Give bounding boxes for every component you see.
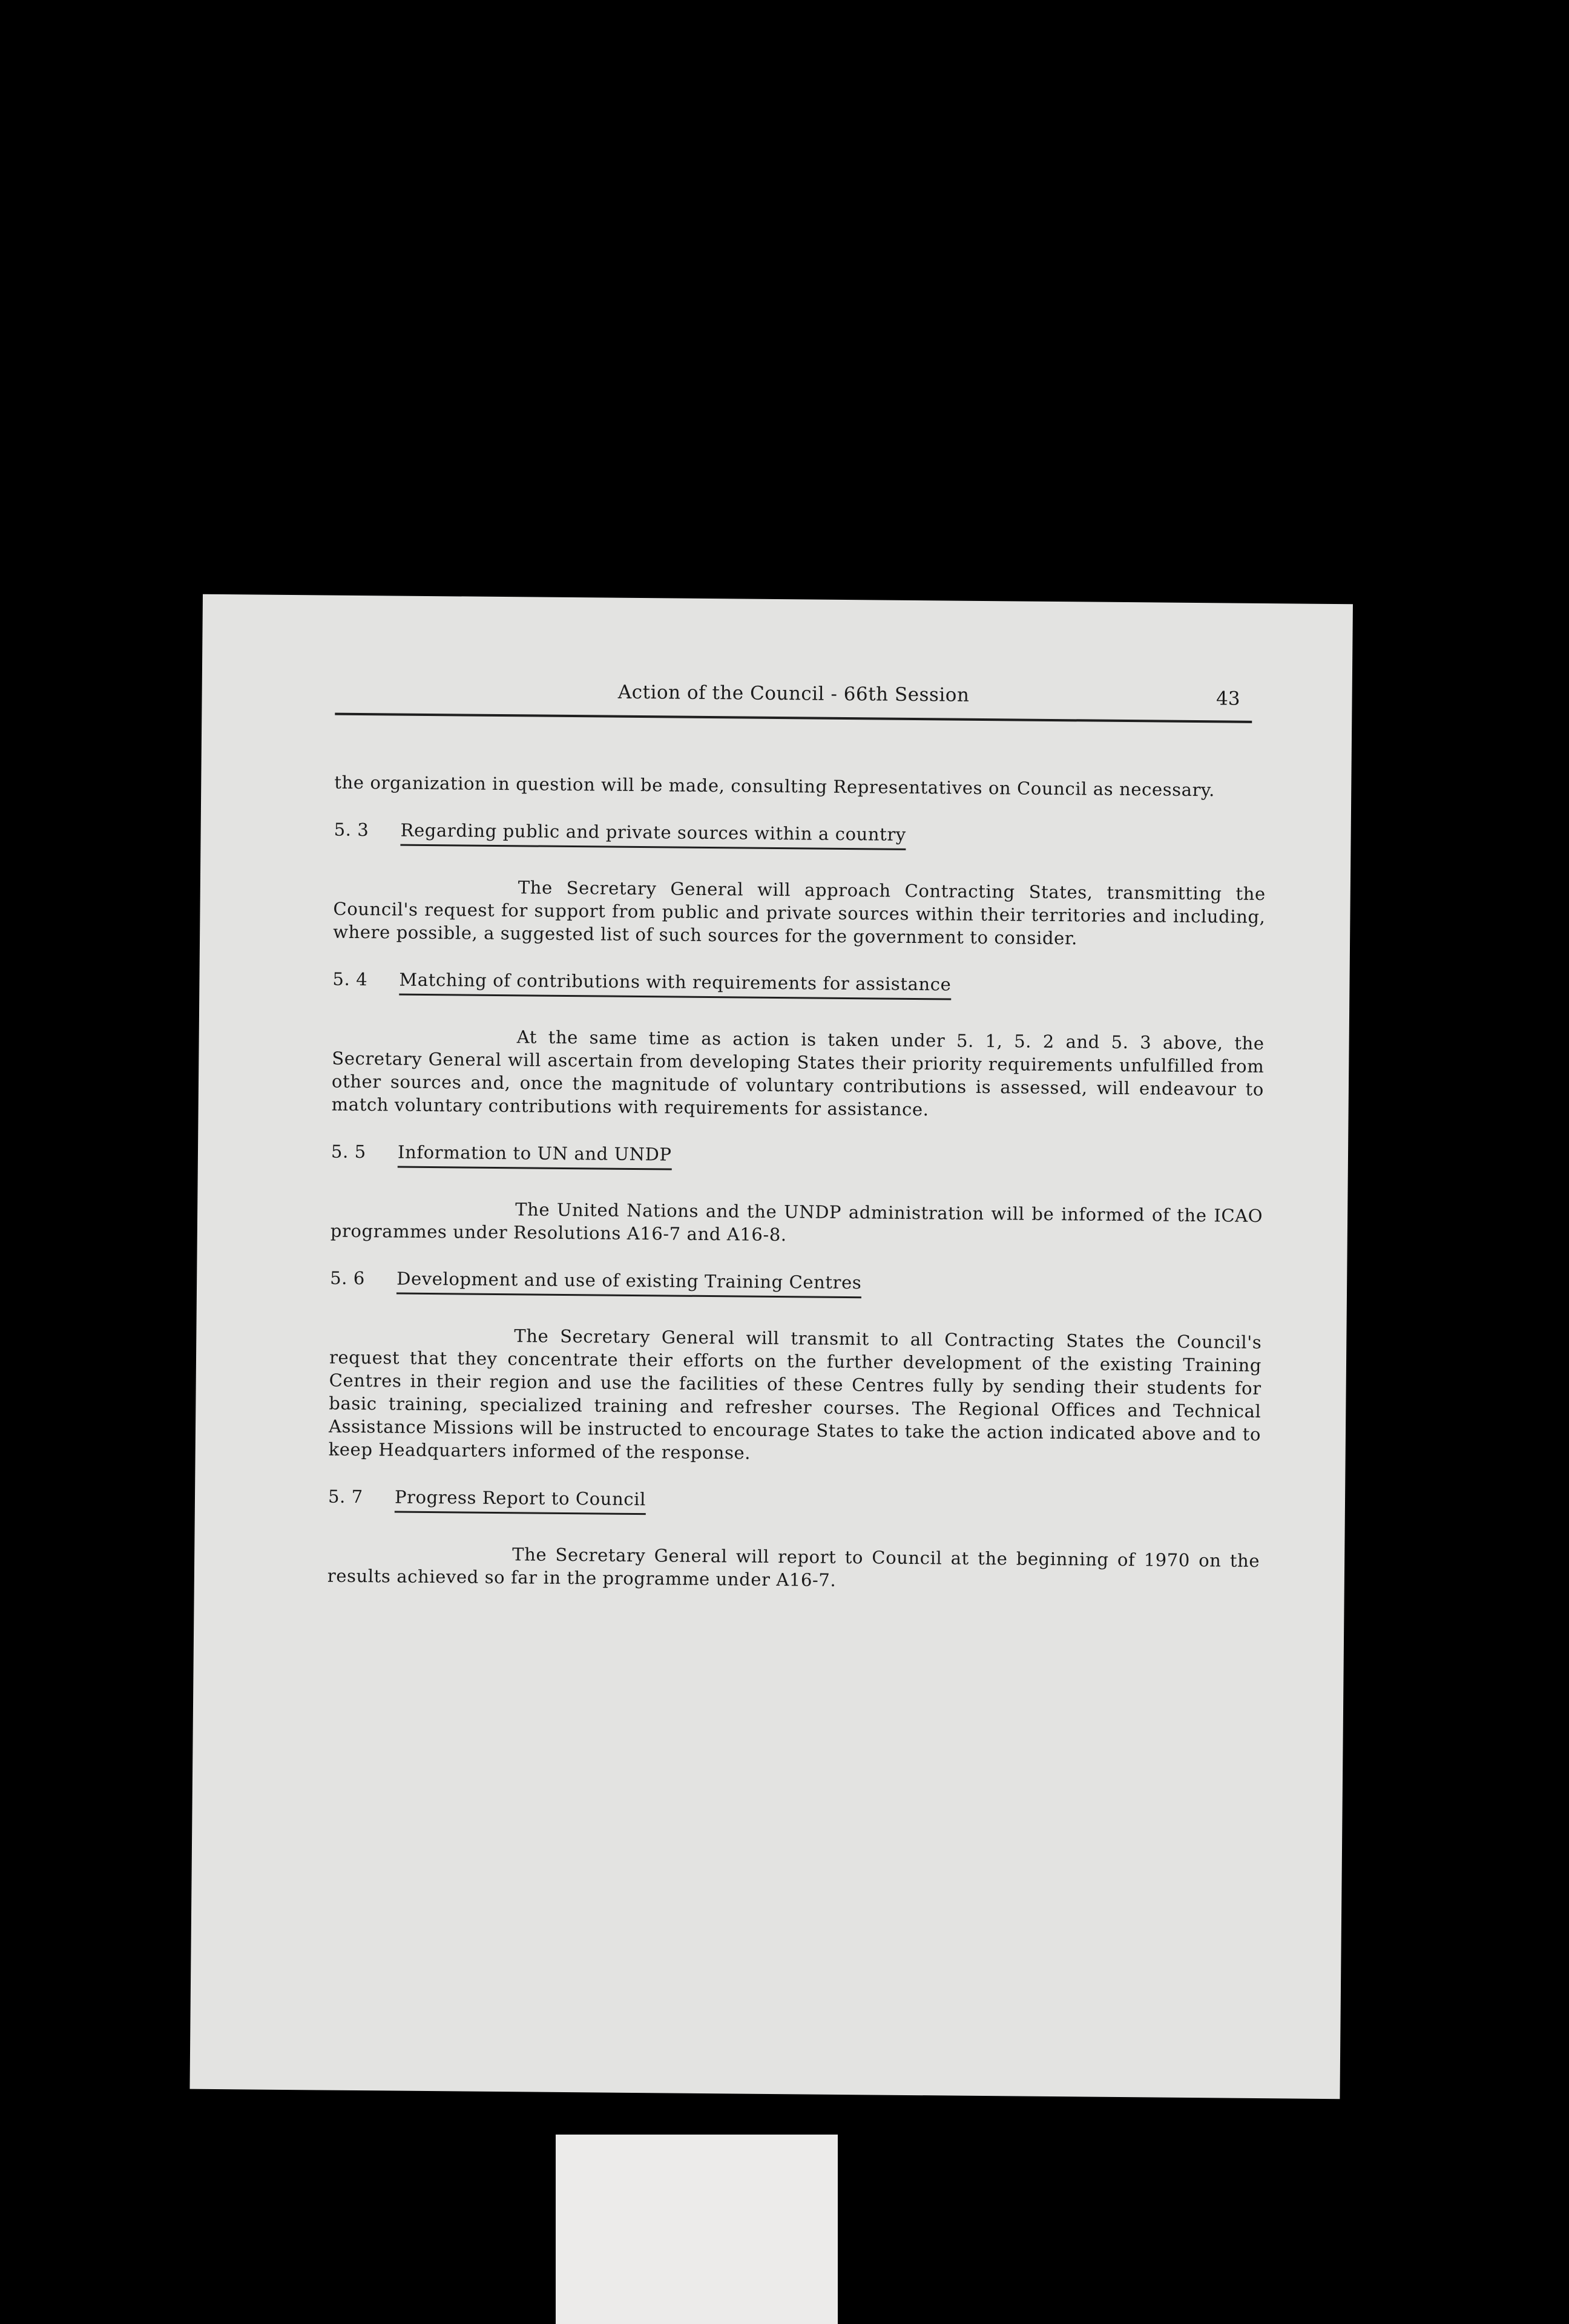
section-5-4 [332,968,1265,1124]
section-title: Progress Report to Council [395,1486,646,1515]
section-number: 5. 6 [330,1267,366,1289]
section-heading [334,818,1266,853]
section-body: At the same time as action is taken under 5. 1, 5. 2 and 5. 3 above, the Secretary General will ascertain from developing States their priority requirements unfulfilled from other sources and, once the magnitude of voluntary contributions is assessed, will endeavour to match voluntary contributions with requirements for assistance. [331,1026,1265,1120]
section-body: The Secretary General will report to Council at the beginning of 1970 on the results achieved so far in the programme under A16-7. [327,1544,1260,1590]
page-number: 43 [1215,688,1240,710]
section-title: Information to UN and UNDP [398,1141,672,1170]
section-5-3 [333,818,1266,951]
section-body: The United Nations and the UNDP administration will be informed of the ICAO programmes under Resolutions A16-7 and A16-8. [330,1199,1263,1246]
document-page [189,594,1352,2099]
section-body: The Secretary General will transmit to all Contracting States the Council's request that they concentrate their efforts on the further development of the existing Training Centres in their region and use the facilities of these Centres fully by sending their students for basic training, specialized training and refresher courses. The Regional Offices and Technical Assistance Missions will be instructed to encourage States to take the action indicated above and to keep Headquarters informed of the response. [328,1325,1262,1463]
section-number: 5. 5 [331,1141,366,1163]
section-title: Development and use of existing Training Centres [396,1267,862,1299]
document-body [327,771,1266,1620]
opening-paragraph: the organization in question will be made, consulting Representatives on Council as necessary. [334,772,1215,801]
section-number: 5. 4 [332,968,368,990]
section-5-5 [331,1140,1263,1250]
section-title: Regarding public and private sources within a country [400,819,906,850]
header-rule [335,713,1252,723]
section-number: 5. 3 [334,819,369,841]
page-header [335,679,1252,729]
section-heading [330,1267,1262,1302]
section-title: Matching of contributions with requirements for assistance [399,968,951,1000]
section-number: 5. 7 [327,1486,363,1508]
section-body: The Secretary General will approach Contracting States, transmitting the Council's request for support from public and private sources within their territories and including, where possible, a suggested list of such sources for the government to consider. [333,877,1266,949]
section-5-6 [329,1267,1263,1469]
section-5-7 [327,1485,1260,1595]
section-heading [328,1485,1260,1520]
header-title: Action of the Council - 66th Session [617,681,970,706]
section-heading [332,968,1265,1003]
paper-stub [556,2135,838,2324]
section-heading [331,1140,1263,1175]
